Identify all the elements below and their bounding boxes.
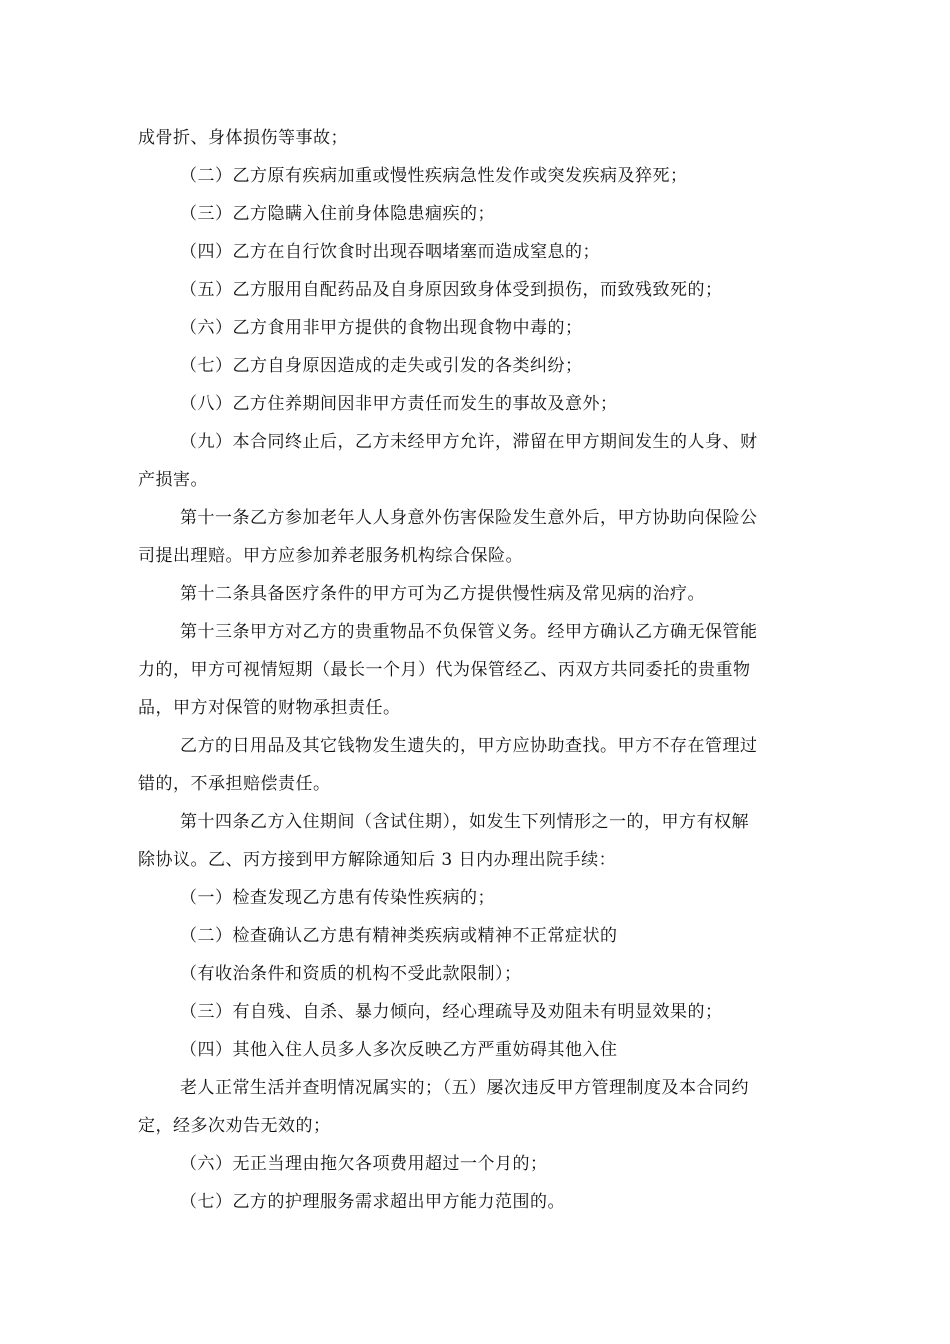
text-line: 成骨折、身体损伤等事故；	[138, 128, 348, 148]
text-line: （九）本合同终止后，乙方未经甲方允许，滞留在甲方期间发生的人身、财	[180, 432, 758, 452]
text-line: 错的，不承担赔偿责任。	[138, 774, 331, 794]
text-line: 除协议。乙、丙方接到甲方解除通知后 3 日内办理出院手续：	[138, 850, 617, 870]
text-line: （二）乙方原有疾病加重或慢性疾病急性发作或突发疾病及猝死；	[180, 166, 688, 186]
text-line: （三）有自残、自杀、暴力倾向，经心理疏导及劝阻未有明显效果的；	[180, 1002, 723, 1022]
text-line: （七）乙方自身原因造成的走失或引发的各类纠纷；	[180, 356, 583, 376]
text-line: （五）乙方服用自配药品及自身原因致身体受到损伤，而致残致死的；	[180, 280, 723, 300]
text-line: （四）乙方在自行饮食时出现吞咽堵塞而造成窒息的；	[180, 242, 600, 262]
text-line: 产损害。	[138, 470, 208, 490]
text-line: （六）乙方食用非甲方提供的食物出现食物中毒的；	[180, 318, 583, 338]
text-line: 司提出理赔。甲方应参加养老服务机构综合保险。	[138, 546, 523, 566]
text-line: 定，经多次劝告无效的；	[138, 1116, 331, 1136]
text-line: （八）乙方住养期间因非甲方责任而发生的事故及意外；	[180, 394, 618, 414]
text-line: 第十一条乙方参加老年人人身意外伤害保险发生意外后，甲方协助向保险公	[180, 508, 758, 528]
text-line: 品，甲方对保管的财物承担责任。	[138, 698, 401, 718]
text-line: （一）检查发现乙方患有传染性疾病的；	[180, 888, 495, 908]
text-line: 第十四条乙方入住期间（含试住期），如发生下列情形之一的，甲方有权解	[180, 812, 749, 832]
text-line: （六）无正当理由拖欠各项费用超过一个月的；	[180, 1154, 548, 1174]
text-line: （二）检查确认乙方患有精神类疾病或精神不正常症状的	[180, 926, 618, 946]
text-line: 第十二条具备医疗条件的甲方可为乙方提供慢性病及常见病的治疗。	[180, 584, 705, 604]
text-line: （七）乙方的护理服务需求超出甲方能力范围的。	[180, 1192, 565, 1212]
text-line: 乙方的日用品及其它钱物发生遗失的，甲方应协助查找。甲方不存在管理过	[180, 736, 758, 756]
text-line: （四）其他入住人员多人多次反映乙方严重妨碍其他入住	[180, 1040, 618, 1060]
text-line: （三）乙方隐瞒入住前身体隐患痼疾的；	[180, 204, 495, 224]
document-body	[138, 119, 828, 1221]
text-line: 力的，甲方可视情短期（最长一个月）代为保管经乙、丙双方共同委托的贵重物	[138, 660, 751, 680]
text-line: （有收治条件和资质的机构不受此款限制）；	[180, 964, 522, 984]
text-line: 第十三条甲方对乙方的贵重物品不负保管义务。经甲方确认乙方确无保管能	[180, 622, 758, 642]
text-line: 老人正常生活并查明情况属实的；（五）屡次违反甲方管理制度及本合同约	[180, 1078, 749, 1098]
